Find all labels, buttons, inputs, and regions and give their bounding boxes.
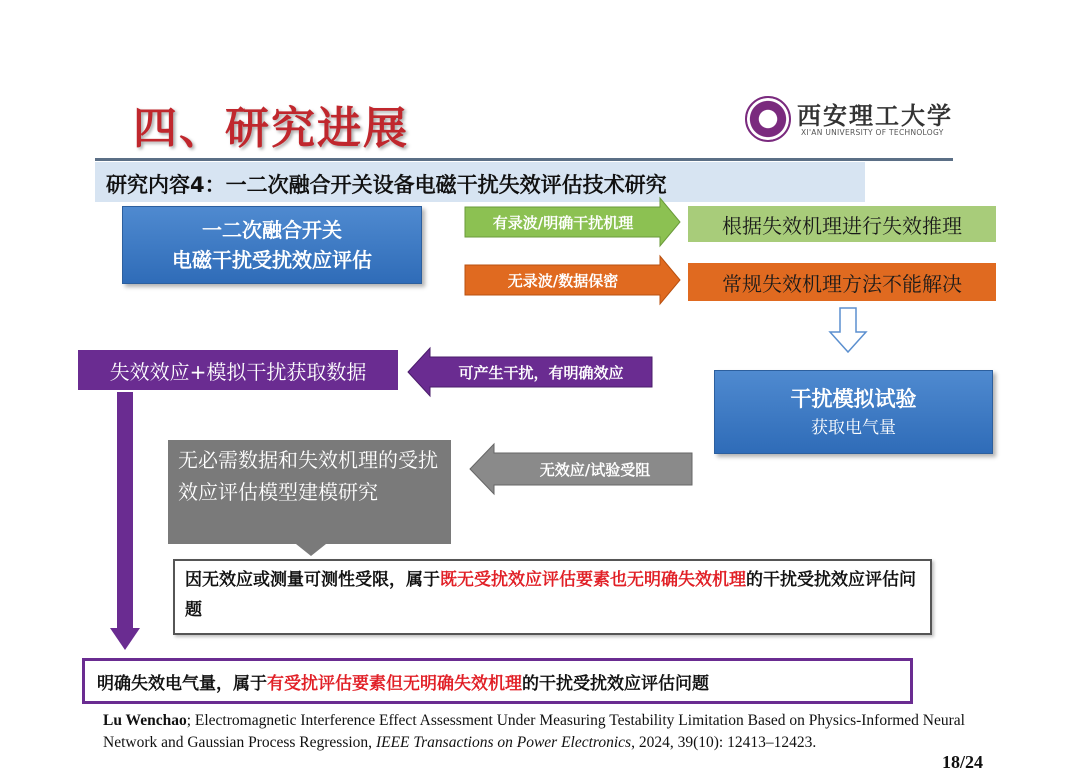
page-number: 18/24 [942,752,984,772]
failure-inference-box: 根据失效机理进行失效推理 [688,206,996,242]
problem2-post: 的干扰受扰效应评估问题 [522,673,709,694]
assessment-target-line2: 电磁干扰受扰效应评估 [172,248,372,272]
logo-english-name: XI'AN UNIVERSITY OF TECHNOLOGY [801,128,944,137]
grey-box-pointer [296,544,326,556]
reference-citation [103,710,993,754]
logo-chinese-name: 西安理工大学 [797,101,953,130]
failure-effect-data-box: 失效效应+模拟干扰获取数据 [78,350,398,390]
citation-journal: IEEE Transactions on Power Electronics [375,734,632,751]
conventional-method-fails-box: 常规失效机理方法不能解决 [688,263,996,301]
arrow-label-no-effect: 无效应/试验受阻 [539,460,651,479]
purple-down-head [110,628,140,650]
down-arrow-shape [830,308,866,352]
citation-volume: , 2024, 39(10): 12413–12423. [631,734,817,751]
purple-vertical-bar [117,392,133,630]
assessment-target-line1: 一二次融合开关 [202,218,342,242]
problem-statement-box-1 [173,559,932,635]
slide-title: 四、研究进展 [133,103,409,154]
problem2-highlight: 有受扰评估要素但无明确失效机理 [267,673,522,694]
citation-body: ; Electromagnetic Interference Effect Assessment Under Measuring Testability Limitation Based on Physics-Informed Neural Network and Gaussian Process Regression, [103,712,965,751]
slide-subtitle: 研究内容4：一二次融合开关设备电磁干扰失效评估技术研究 [106,173,667,197]
problem1-pre: 因无效应或测量可测性受限，属于 [185,570,440,590]
citation-author: Lu Wenchao [103,712,187,729]
problem2-pre: 明确失效电气量，属于 [97,673,267,694]
problem1-post: 的干扰受扰效应评估问题 [185,570,916,620]
interference-test-sub: 获取电气量 [811,418,896,438]
arrow-label-no-record: 无录波/数据保密 [507,271,619,290]
problem-statement-box-2 [82,658,913,704]
interference-test-box [714,370,993,454]
problem1-highlight: 既无受扰效应评估要素也无明确失效机理 [440,570,746,590]
arrow-label-with-record: 有录波/明确干扰机理 [492,213,634,232]
arrow-label-interference-effect: 可产生干扰，有明确效应 [458,363,624,382]
modeling-research-box: 无必需数据和失效机理的受扰效应评估模型建模研究 [168,440,451,544]
interference-test-title: 干扰模拟试验 [790,387,917,411]
